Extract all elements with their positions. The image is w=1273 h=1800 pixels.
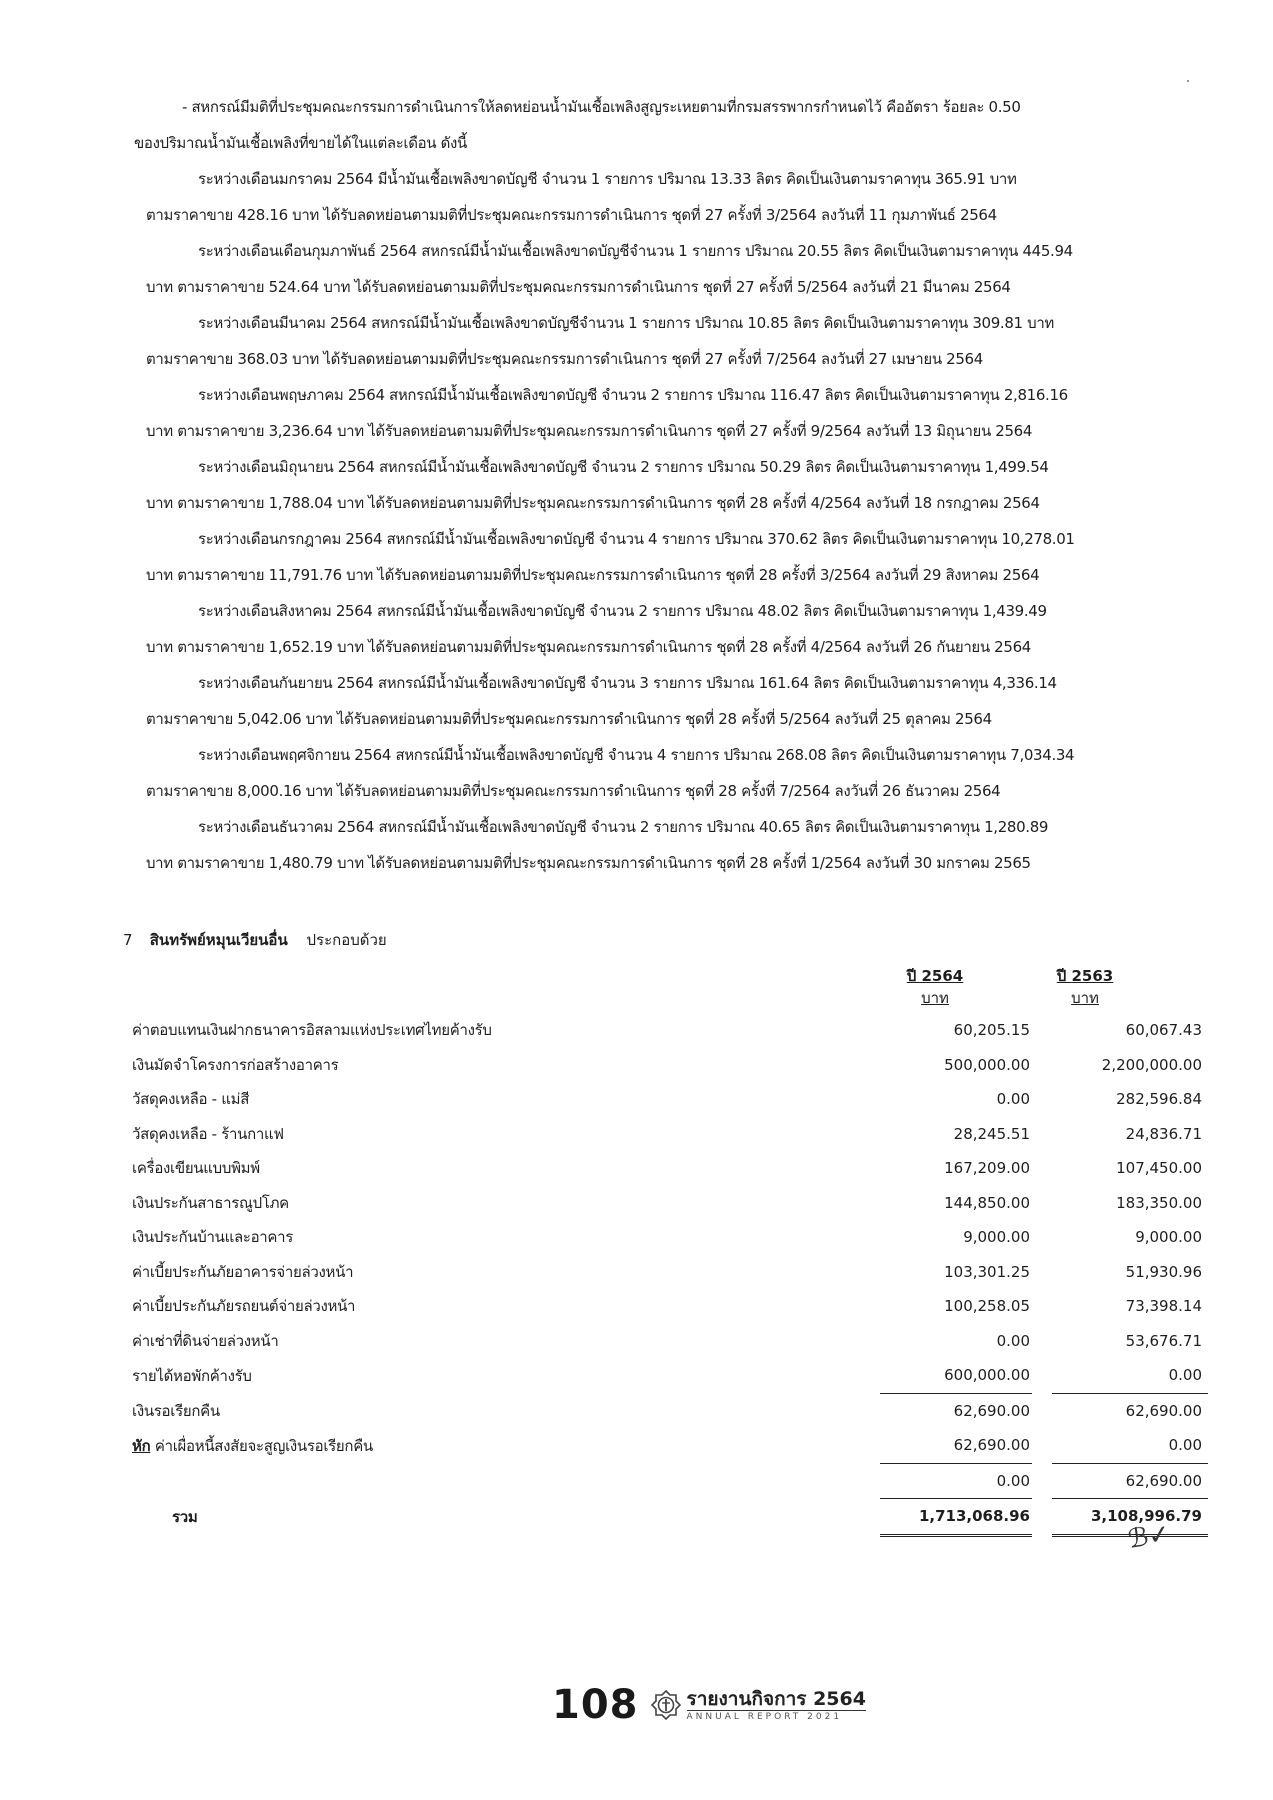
entry-sep-line-2: ตามราคาขาย 5,042.06 บาท ได้รับลดหย่อนตามมติที่ประชุมคณะกรรมการดำเนินการ ชุดที่ 28 ครั้งที่ 5/2564 ลงวันที่ 25 ตุลาคม 2564 (146, 710, 992, 728)
value-2564: 600,000.00 (880, 1358, 1032, 1393)
table-row (132, 1117, 1208, 1152)
column-year: ปี 2563 (1056, 967, 1114, 985)
report-title-th: รายงานกิจการ 2564 (686, 1687, 866, 1710)
section-subtitle: ประกอบด้วย (306, 931, 387, 949)
table-row (132, 1324, 1208, 1359)
column-unit: บาท (1071, 989, 1099, 1007)
row-label: รายได้หอพักค้างรับ (132, 1366, 252, 1385)
table-row (132, 1151, 1208, 1186)
value-2563: 183,350.00 (1116, 1193, 1202, 1212)
page-number: 108 (552, 1682, 639, 1728)
value-2564: 103,301.25 (944, 1262, 1030, 1281)
intro-line-1: - สหกรณ์มีมติที่ประชุมคณะกรรมการดำเนินการให้ลดหย่อนน้ำมันเชื้อเพลิงสูญระเหยตามที่กรมสรรพากรกำหนดไว้ คืออัตรา ร้อยละ 0.50 (182, 98, 1021, 116)
table-row (132, 1289, 1208, 1324)
entry-mar-line-1: ระหว่างเดือนมีนาคม 2564 สหกรณ์มีน้ำมันเชื้อเพลิงขาดบัญชีจำนวน 1 รายการ ปริมาณ 10.85 ลิตร คิดเป็นเงินตามราคาทุน 309.81 บาท (198, 314, 1054, 332)
intro-paragraph (134, 89, 1156, 161)
report-title-en: ANNUAL REPORT 2021 (686, 1711, 843, 1722)
table-row (132, 1428, 1208, 1463)
row-label: เครื่องเขียนแบบพิมพ์ (132, 1159, 260, 1178)
entry-mar-line-2: ตามราคาขาย 368.03 บาท ได้รับลดหย่อนตามมติที่ประชุมคณะกรรมการดำเนินการ ชุดที่ 27 ครั้งที่ 7/2564 ลงวันที่ 27 เมษายน 2564 (146, 350, 983, 368)
value-2563: 62,690.00 (1125, 1401, 1202, 1420)
value-2564: 167,209.00 (944, 1159, 1030, 1178)
entry-may-line-2: บาท ตามราคาขาย 3,236.64 บาท ได้รับลดหย่อนตามมติที่ประชุมคณะกรรมการดำเนินการ ชุดที่ 27 ครั้งที่ 9/2564 ลงวันที่ 13 มิถุนายน 2564 (146, 422, 1033, 440)
table-row (132, 1358, 1208, 1393)
entry-jan-line-1: ระหว่างเดือนมกราคม 2564 มีน้ำมันเชื้อเพลิงขาดบัญชี จำนวน 1 รายการ ปริมาณ 13.33 ลิตร คิดเป็นเงินตามราคาทุน 365.91 บาท (198, 170, 1017, 188)
entry-nov-line-2: ตามราคาขาย 8,000.16 บาท ได้รับลดหย่อนตามมติที่ประชุมคณะกรรมการดำเนินการ ชุดที่ 28 ครั้งที่ 7/2564 ลงวันที่ 26 ธันวาคม 2564 (146, 782, 1001, 800)
value-2563: 24,836.71 (1125, 1124, 1202, 1143)
total-2563: 3,108,996.79 (1052, 1499, 1208, 1536)
column-year: ปี 2564 (906, 967, 964, 985)
value-2564: 60,205.15 (953, 1021, 1030, 1040)
entry-aug-line-2: บาท ตามราคาขาย 1,652.19 บาท ได้รับลดหย่อนตามมติที่ประชุมคณะกรรมการดำเนินการ ชุดที่ 28 ครั้งที่ 4/2564 ลงวันที่ 26 กันยายน 2564 (146, 638, 1031, 656)
value-2563: 62,690.00 (1052, 1463, 1208, 1499)
value-2564: 9,000.00 (963, 1228, 1030, 1247)
entry-sep-line-1: ระหว่างเดือนกันยายน 2564 สหกรณ์มีน้ำมันเชื้อเพลิงขาดบัญชี จำนวน 3 รายการ ปริมาณ 161.64 ลิตร คิดเป็นเงินตามราคาทุน 4,336.14 (198, 674, 1057, 692)
row-label: วัสดุคงเหลือ - แม่สี (132, 1090, 250, 1109)
table-row (132, 1013, 1208, 1048)
value-2564: 144,850.00 (944, 1193, 1030, 1212)
row-label: เงินมัดจำโครงการก่อสร้างอาคาร (132, 1055, 339, 1074)
entry-jul-line-1: ระหว่างเดือนกรกฎาคม 2564 สหกรณ์มีน้ำมันเชื้อเพลิงขาดบัญชี จำนวน 4 รายการ ปริมาณ 370.62 ลิตร คิดเป็นเงินตามราคาทุน 10,278.01 (198, 530, 1075, 548)
row-label (132, 1428, 880, 1463)
row-label (132, 1463, 880, 1499)
table-row (132, 1463, 1208, 1499)
monthly-entries (146, 161, 1156, 881)
entry-feb-line-2: บาท ตามราคาขาย 524.64 บาท ได้รับลดหย่อนตามมติที่ประชุมคณะกรรมการดำเนินการ ชุดที่ 27 ครั้งที่ 5/2564 ลงวันที่ 21 มีนาคม 2564 (146, 278, 1011, 296)
value-2564: 0.00 (996, 1090, 1030, 1109)
row-label: ค่าตอบแทนเงินฝากธนาคารอิสลามแห่งประเทศไทยค้างรับ (132, 1021, 492, 1040)
entry-jun-line-1: ระหว่างเดือนมิถุนายน 2564 สหกรณ์มีน้ำมันเชื้อเพลิงขาดบัญชี จำนวน 2 รายการ ปริมาณ 50.29 ลิตร คิดเป็นเงินตามราคาทุน 1,499.54 (198, 458, 1049, 476)
value-2563: 73,398.14 (1125, 1297, 1202, 1316)
entry-feb-line-1: ระหว่างเดือนเดือนกุมภาพันธ์ 2564 สหกรณ์มีน้ำมันเชื้อเพลิงขาดบัญชีจำนวน 1 รายการ ปริมาณ 20.55 ลิตร คิดเป็นเงินตามราคาทุน 445.94 (198, 242, 1073, 260)
signature-initials-icon: ℬ✓ (1126, 1519, 1173, 1555)
entry-dec-line-1: ระหว่างเดือนธันวาคม 2564 สหกรณ์มีน้ำมันเชื้อเพลิงขาดบัญชี จำนวน 2 รายการ ปริมาณ 40.65 ลิตร คิดเป็นเงินตามราคาทุน 1,280.89 (198, 818, 1049, 836)
table-row (132, 1220, 1208, 1255)
entry-jan-line-2: ตามราคาขาย 428.16 บาท ได้รับลดหย่อนตามมติที่ประชุมคณะกรรมการดำเนินการ ชุดที่ 27 ครั้งที่ 3/2564 ลงวันที่ 11 กุมภาพันธ์ 2564 (146, 206, 997, 224)
value-2564: 500,000.00 (944, 1055, 1030, 1074)
total-row (132, 1499, 1208, 1536)
row-label: ค่าเบี้ยประกันภัยอาคารจ่ายล่วงหน้า (132, 1262, 354, 1281)
row-label: เงินรอเรียกคืน (132, 1401, 220, 1420)
column-header-2563 (1000, 965, 1170, 1009)
entry-nov-line-1: ระหว่างเดือนพฤศจิกายน 2564 สหกรณ์มีน้ำมันเชื้อเพลิงขาดบัญชี จำนวน 4 รายการ ปริมาณ 268.08 ลิตร คิดเป็นเงินตามราคาทุน 7,034.34 (198, 746, 1075, 764)
row-label: ค่าเช่าที่ดินจ่ายล่วงหน้า (132, 1331, 279, 1350)
entry-jul-line-2: บาท ตามราคาขาย 11,791.76 บาท ได้รับลดหย่อนตามมติที่ประชุมคณะกรรมการดำเนินการ ชุดที่ 28 ครั้งที่ 3/2564 ลงวันที่ 29 สิงหาคม 2564 (146, 566, 1040, 584)
value-2564: 62,690.00 (953, 1401, 1030, 1420)
value-2564: 28,245.51 (953, 1124, 1030, 1143)
row-label-text: ค่าเผื่อหนี้สงสัยจะสูญเงินรอเรียกคืน (154, 1436, 373, 1455)
value-2563: 2,200,000.00 (1101, 1055, 1202, 1074)
section-7-heading (123, 928, 387, 952)
table-row (132, 1186, 1208, 1221)
total-2564: 1,713,068.96 (880, 1499, 1032, 1536)
entry-may-line-1: ระหว่างเดือนพฤษภาคม 2564 สหกรณ์มีน้ำมันเชื้อเพลิงขาดบัญชี จำนวน 2 รายการ ปริมาณ 116.47 ลิตร คิดเป็นเงินตามราคาทุน 2,816.16 (198, 386, 1068, 404)
column-unit: บาท (921, 989, 949, 1007)
entry-jun-line-2: บาท ตามราคาขาย 1,788.04 บาท ได้รับลดหย่อนตามมติที่ประชุมคณะกรรมการดำเนินการ ชุดที่ 28 ครั้งที่ 4/2564 ลงวันที่ 18 กรกฎาคม 2564 (146, 494, 1040, 512)
column-header-2564 (850, 965, 1020, 1009)
row-label: เงินประกันสาธารณูปโภค (132, 1193, 289, 1212)
value-2564: 0.00 (880, 1463, 1032, 1499)
row-label: เงินประกันบ้านและอาคาร (132, 1228, 294, 1247)
value-2564: 62,690.00 (880, 1428, 1032, 1463)
other-current-assets-table (132, 1013, 1208, 1537)
value-2563: 51,930.96 (1125, 1262, 1202, 1281)
report-brand (687, 1688, 866, 1723)
row-label: วัสดุคงเหลือ - ร้านกาแฟ (132, 1124, 284, 1143)
total-label: รวม (172, 1507, 198, 1526)
page-footer (552, 1680, 866, 1730)
table-row (132, 1255, 1208, 1290)
cooperative-emblem-icon (651, 1690, 681, 1720)
scan-speck (1187, 80, 1189, 82)
value-2564: 100,258.05 (944, 1297, 1030, 1316)
value-2563: 282,596.84 (1116, 1090, 1202, 1109)
value-2564: 0.00 (996, 1331, 1030, 1350)
less-prefix: หัก (132, 1436, 151, 1455)
value-2563: 53,676.71 (1125, 1331, 1202, 1350)
section-title: สินทรัพย์หมุนเวียนอื่น (149, 931, 288, 949)
table-row (132, 1048, 1208, 1083)
entry-aug-line-1: ระหว่างเดือนสิงหาคม 2564 สหกรณ์มีน้ำมันเชื้อเพลิงขาดบัญชี จำนวน 2 รายการ ปริมาณ 48.02 ลิตร คิดเป็นเงินตามราคาทุน 1,439.49 (198, 602, 1047, 620)
value-2563: 0.00 (1052, 1428, 1208, 1463)
value-2563: 0.00 (1052, 1358, 1208, 1393)
section-number: 7 (123, 931, 133, 949)
table-row (132, 1082, 1208, 1117)
table-row (132, 1393, 1208, 1428)
value-2563: 60,067.43 (1125, 1021, 1202, 1040)
row-label: ค่าเบี้ยประกันภัยรถยนต์จ่ายล่วงหน้า (132, 1297, 356, 1316)
value-2563: 107,450.00 (1116, 1159, 1202, 1178)
value-2563: 9,000.00 (1135, 1228, 1202, 1247)
intro-line-2: ของปริมาณน้ำมันเชื้อเพลิงที่ขายได้ในแต่ละเดือน ดังนี้ (134, 134, 467, 152)
entry-dec-line-2: บาท ตามราคาขาย 1,480.79 บาท ได้รับลดหย่อนตามมติที่ประชุมคณะกรรมการดำเนินการ ชุดที่ 28 ครั้งที่ 1/2564 ลงวันที่ 30 มกราคม 2565 (146, 854, 1031, 872)
